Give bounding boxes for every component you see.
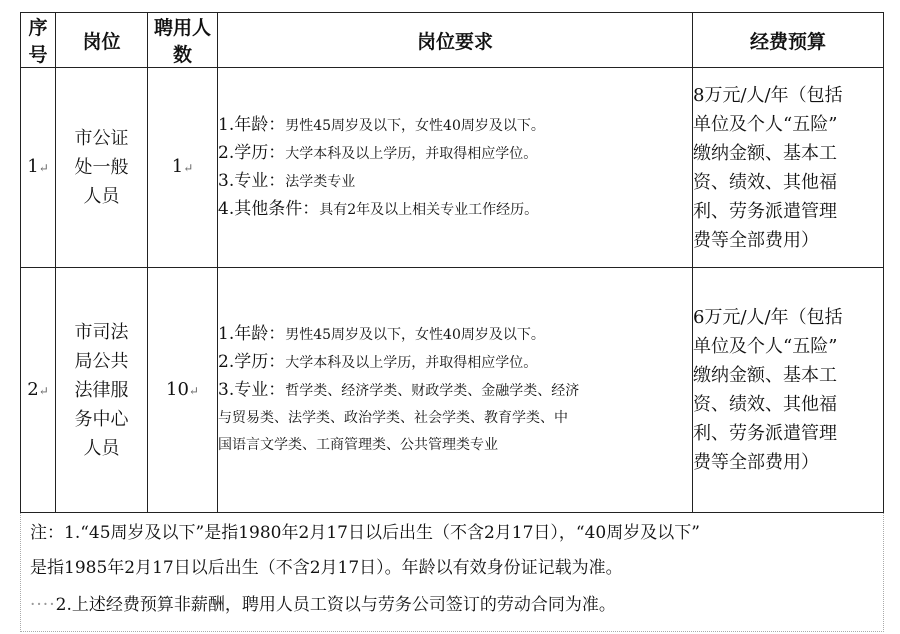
requirement-line: 3.专业：哲学类、经济学类、财政学类、金融学类、经济 <box>218 380 580 400</box>
requirement-line: 3.专业：法学类专业 <box>218 170 356 191</box>
requirement-line: 1.年龄：男性45周岁及以下，女性40周岁及以下。 <box>218 324 545 344</box>
header-position: 岗位 <box>56 13 148 68</box>
row2-headcount: 10↵ <box>148 268 218 513</box>
requirement-line: 4.其他条件：具有2年及以上相关专业工作经历。 <box>218 198 539 219</box>
note-line-2: 是指1985年2月17日以后出生（不含2月17日）。年龄以有效身份证记载为准。 <box>30 558 623 578</box>
row1-requirements <box>218 68 693 268</box>
row2-seq: 2↵ <box>21 268 56 513</box>
table-row <box>21 68 884 268</box>
header-budget: 经费预算 <box>693 13 884 68</box>
note-line-1: 注：1.“45周岁及以下”是指1980年2月17日以后出生（不含2月17日），“40周岁及以下” <box>30 523 700 543</box>
notes-section <box>20 513 884 632</box>
row2-position: 市司法 局公共 法律服 务中心 人员 <box>56 268 148 513</box>
row1-headcount: 1↵ <box>148 68 218 268</box>
row1-seq: 1↵ <box>21 68 56 268</box>
row1-budget: 8万元/人/年（包括 单位及个人“五险” 缴纳金额、基本工 资、绩效、其他福 利、劳务派遣管理 费等全部费用） <box>693 68 884 268</box>
table-row <box>21 268 884 513</box>
note-line-3: ····2.上述经费预算非薪酬，聘用人员工资以与劳务公司签订的劳动合同为准。 <box>30 595 616 615</box>
header-row <box>21 13 884 68</box>
header-seq: 序号 <box>21 13 56 68</box>
row1-position: 市公证 处一般 人员 <box>56 68 148 268</box>
header-headcount: 聘用人数 <box>148 13 218 68</box>
row2-requirements <box>218 268 693 513</box>
positions-table <box>20 12 884 513</box>
requirement-line: 国语言文学类、工商管理类、公共管理类专业 <box>218 437 498 453</box>
requirement-line: 2.学历：大学本科及以上学历，并取得相应学位。 <box>218 352 538 372</box>
requirement-line: 2.学历：大学本科及以上学历，并取得相应学位。 <box>218 142 538 163</box>
requirement-line: 与贸易类、法学类、政治学类、社会学类、教育学类、中 <box>218 410 568 426</box>
row2-budget: 6万元/人/年（包括 单位及个人“五险” 缴纳金额、基本工 资、绩效、其他福 利、劳务派遣管理 费等全部费用） <box>693 268 884 513</box>
requirement-line: 1.年龄：男性45周岁及以下，女性40周岁及以下。 <box>218 114 545 135</box>
header-requirements: 岗位要求 <box>218 13 693 68</box>
